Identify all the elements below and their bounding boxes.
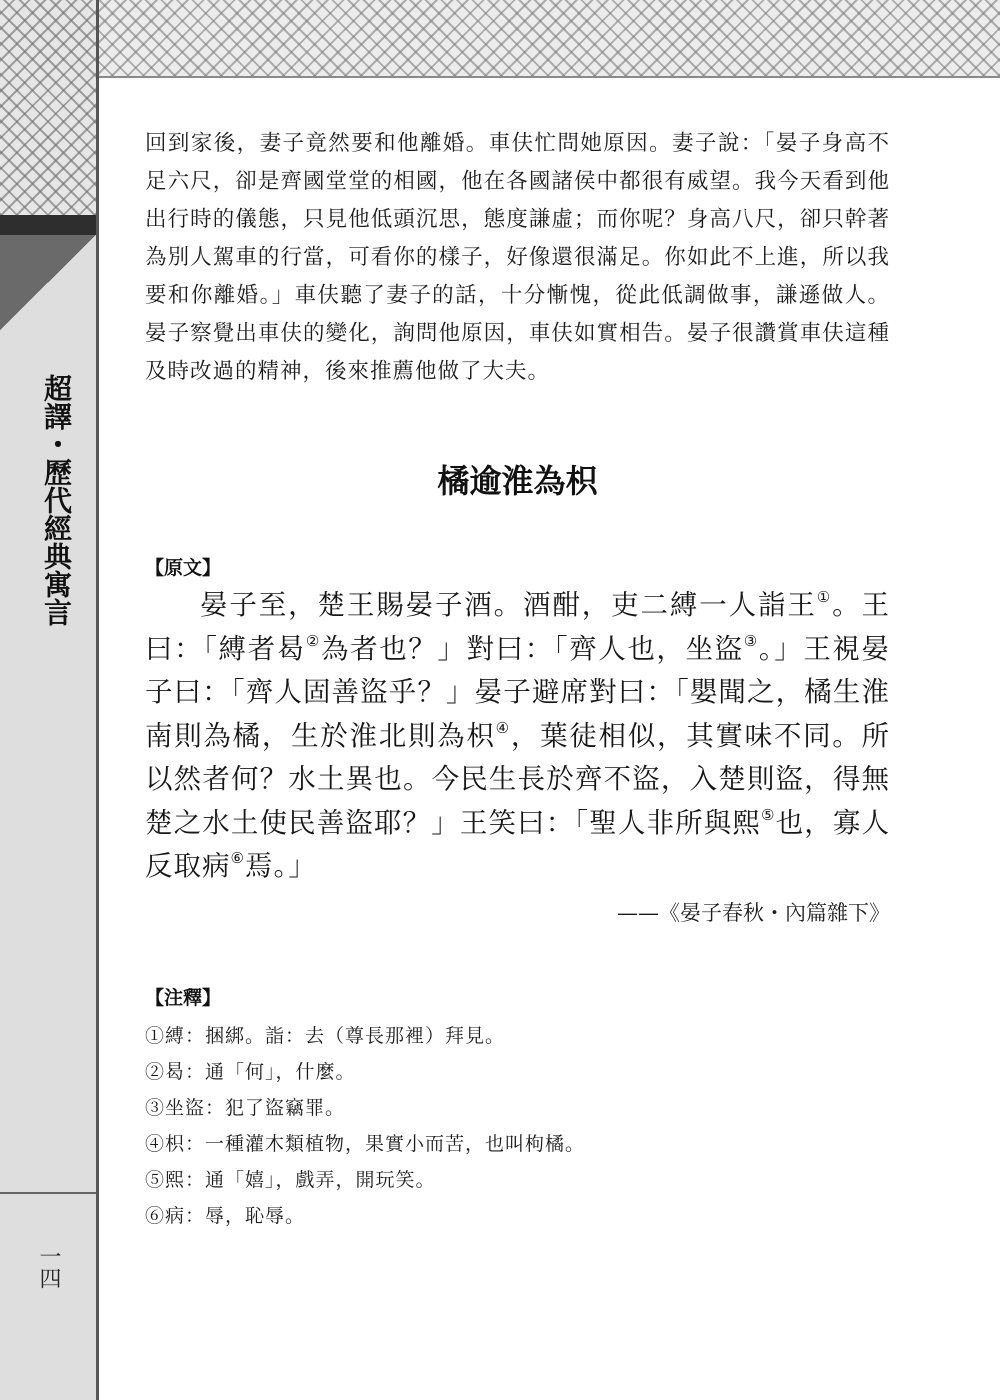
original-text: [145, 584, 890, 889]
notes-list: [145, 1018, 890, 1234]
story-title: 橘逾淮為枳: [437, 462, 598, 500]
sidebar-pattern: [0, 0, 96, 215]
note-ref-3: ③: [743, 631, 759, 650]
original-segment: 為者也？」對曰：「齊人也，坐盜: [321, 632, 744, 665]
sidebar: [0, 0, 99, 1400]
original-segment: 焉。」: [245, 850, 317, 882]
original-segment: 。王曰：「縛者曷: [145, 589, 891, 665]
original-segment: 也，寡人反取病: [145, 806, 891, 882]
main-content: [145, 125, 890, 1234]
note-ref-5: ⑤: [760, 805, 776, 824]
note-ref-6: ⑥: [230, 848, 246, 867]
original-text-label: 【原文】: [145, 557, 222, 579]
book-title: 超譯・歷代經典寓言: [40, 374, 73, 626]
page-number: 一四: [36, 1245, 61, 1289]
sidebar-dark-bar: [0, 215, 96, 235]
source-citation: ——《晏子春秋・內篇雜下》: [617, 900, 890, 925]
note-item: ②曷：通「何」，什麼。: [145, 1060, 356, 1083]
note-item: ⑥病：辱，恥辱。: [145, 1204, 306, 1227]
note-item: ④枳：一種灌木類植物，果實小而苦，也叫枸橘。: [145, 1132, 586, 1155]
original-segment: ，葉徒相似，其實味不同。所以然者何？水土異也。今民生長於齊不盜，入楚則盜，得無楚之水土使民善盜耶？」王笑曰：「聖人非所與熙: [145, 719, 891, 839]
note-item: ①縛：捆綁。詣：去（尊長那裡）拜見。: [145, 1024, 506, 1047]
note-item: ⑤熙：通「嬉」，戲弄，開玩笑。: [145, 1168, 436, 1191]
original-segment: 。」王視晏子曰：「齊人固善盜乎？」晏子避席對曰：「嬰聞之，橘生淮南則為橘，生於淮北則為枳: [145, 632, 891, 752]
note-ref-1: ①: [816, 587, 833, 606]
notes-label: 【注釋】: [145, 986, 222, 1009]
sidebar-wedge: [0, 235, 96, 330]
original-segment: 晏子至，楚王賜晏子酒。酒酣，吏二縛一人詣王: [200, 589, 817, 621]
note-ref-2: ②: [305, 631, 321, 650]
intro-paragraph: 回到家後，妻子竟然要和他離婚。車伕忙問她原因。妻子說：「晏子身高不足六尺，卻是齊國堂堂的相國，他在各國諸侯中都很有威望。我今天看到他出行時的儀態，只見他低頭沉思，態度謙虛；而你呢？身高八尺，卻只幹著為別人駕車的行當，可看你的樣子，好像還很滿足。你如此不上進，所以我要和你離婚。」車伕聽了妻子的話，十分慚愧，從此低調做事，謙遜做人。晏子察覺出車伕的變化，詢問他原因，車伕如實相告。晏子很讚賞車伕這種及時改過的精神，後來推薦他做了大夫。: [145, 131, 890, 384]
sidebar-divider: [0, 1192, 96, 1194]
note-item: ③坐盜：犯了盜竊罪。: [145, 1096, 346, 1119]
top-decorative-band: [96, 0, 1000, 78]
note-ref-4: ④: [495, 718, 511, 737]
